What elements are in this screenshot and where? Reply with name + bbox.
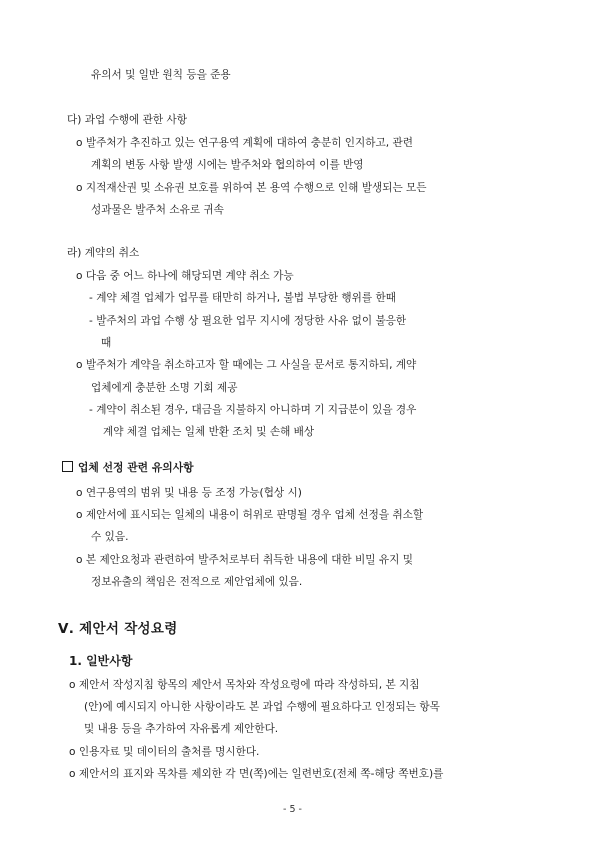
dash-item: - 발주처의 과업 수행 상 필요한 업무 지시에 정당한 사유 없이 불응한 [89, 315, 407, 327]
bullet-item: o 본 제안요청과 관련하여 발주처로부터 취득한 내용에 대한 비밀 유지 및 [76, 554, 413, 566]
bullet-item: o 제안서 작성지침 항목의 제안서 목차와 작성요령에 따라 작성하되, 본 지침 [69, 679, 420, 691]
checkbox-square-icon [62, 461, 73, 472]
bullet-item: o 제안서에 표시되는 일체의 내용이 허위로 판명될 경우 업체 선정을 취소할 [76, 509, 424, 521]
text-line: (안)에 예시되지 아니한 사항이라도 본 과업 수행에 필요하다고 인정되는 항목 [84, 701, 440, 713]
text-line: 및 내용 등을 추가하여 자유롭게 제안한다. [84, 723, 279, 735]
bullet-item: o 연구용역의 범위 및 내용 등 조정 가능(협상 시) [76, 487, 302, 499]
text-line: 업체에게 충분한 소명 기회 제공 [91, 382, 238, 394]
text-line: 수 있음. [91, 531, 129, 543]
text-line: 정보유출의 책임은 전적으로 제안업체에 있음. [91, 576, 303, 588]
dash-item: - 계약 체결 업체가 업무를 태만히 하거나, 불법 부당한 행위를 한때 [89, 292, 396, 304]
bullet-item: o 발주처가 추진하고 있는 연구용역 계획에 대하여 충분히 인지하고, 관련 [76, 137, 413, 149]
text-line: 유의서 및 일반 원칙 등을 준용 [91, 69, 231, 81]
section-heading-selection [62, 461, 194, 475]
bullet-item: o 발주처가 계약을 취소하고자 할 때에는 그 사실을 문서로 통지하되, 계약 [76, 359, 417, 371]
text-line: 때 [101, 337, 112, 349]
chapter-title: Ⅴ. 제안서 작성요령 [58, 621, 178, 637]
subsection-title: 1. 일반사항 [69, 654, 133, 668]
section-heading-da: 다) 과업 수행에 관한 사항 [67, 114, 187, 126]
text-line: 계획의 변동 사항 발생 시에는 발주처와 협의하여 이를 반영 [91, 159, 364, 171]
dash-item: - 계약이 취소된 경우, 대금을 지불하지 아니하며 기 지급분이 있을 경우 [89, 404, 417, 416]
text-line: 성과물은 발주처 소유로 귀속 [91, 204, 224, 216]
text-line: 계약 체결 업체는 일체 반환 조치 및 손해 배상 [103, 426, 315, 438]
bullet-item: o 다음 중 어느 하나에 해당되면 계약 취소 가능 [76, 270, 294, 282]
bullet-item: o 제안서의 표지와 목차를 제외한 각 면(쪽)에는 일련번호(전체 쪽-해당 쪽번호)를 [69, 768, 444, 780]
section-heading-label: 업체 선정 관련 유의사항 [78, 461, 194, 474]
page-number: - 5 - [283, 804, 302, 815]
section-heading-ra: 라) 계약의 취소 [67, 247, 140, 259]
bullet-item: o 인용자료 및 데이터의 출처를 명시한다. [69, 746, 260, 758]
bullet-item: o 지적재산권 및 소유권 보호를 위하여 본 용역 수행으로 인해 발생되는 모든 [76, 182, 427, 194]
